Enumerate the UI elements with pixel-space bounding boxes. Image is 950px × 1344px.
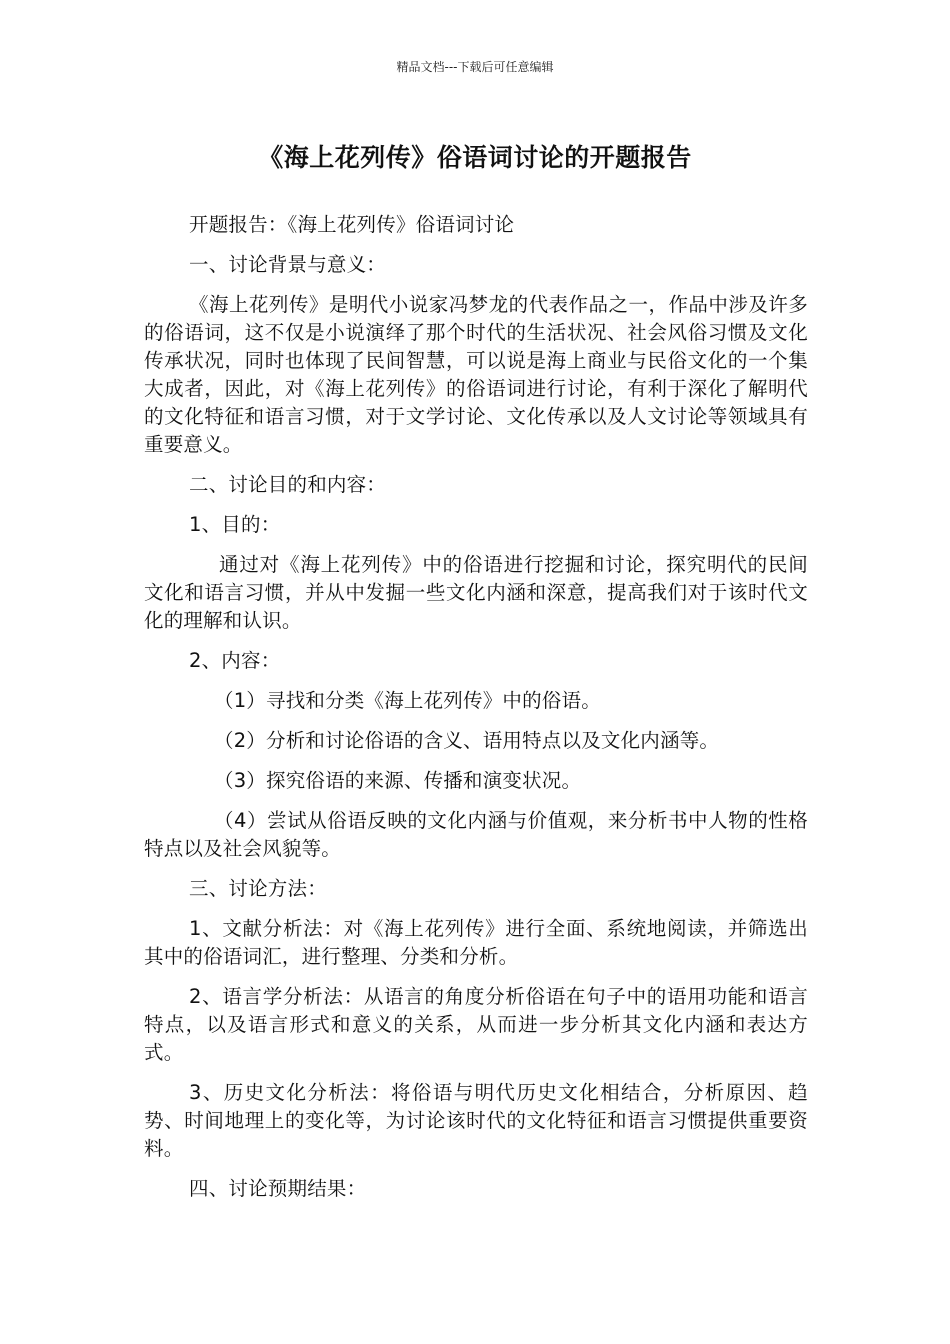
paragraph-report-title: 开题报告：《海上花列传》俗语词讨论 [189, 213, 515, 236]
paragraph-purpose: 通过对《海上花列传》中的俗语进行挖掘和讨论，探究明代的民间文化和语言习惯，并从中发掘一些文化内涵和深意，提高我们对于该时代文化的理解和认识。 [144, 553, 808, 632]
document-title: 《海上花列传》俗语词讨论的开题报告 [258, 143, 692, 172]
paragraph-method-literature: 1、文献分析法：对《海上花列传》进行全面、系统地阅读，并筛选出其中的俗语词汇，进行整理、分类和分析。 [144, 917, 808, 968]
list-item-content-3: （3）探究俗语的来源、传播和演变状况。 [214, 769, 582, 792]
section-heading-expected-results: 四、讨论预期结果： [189, 1177, 367, 1200]
section-heading-methods: 三、讨论方法： [189, 877, 327, 900]
subheading-content: 2、内容： [189, 649, 281, 672]
header-note: 精品文档---下载后可任意编辑 [396, 60, 554, 74]
list-item-content-1: （1）寻找和分类《海上花列传》中的俗语。 [214, 689, 601, 712]
subheading-purpose: 1、目的： [189, 513, 281, 536]
list-item-content-2: （2）分析和讨论俗语的含义、语用特点以及文化内涵等。 [214, 729, 720, 752]
document-body [144, 211, 808, 1215]
section-heading-background: 一、讨论背景与意义： [189, 253, 387, 276]
paragraph-background: 《海上花列传》是明代小说家冯梦龙的代表作品之一，作品中涉及许多的俗语词，这不仅是小说演绎了那个时代的生活状况、社会风俗习惯及文化传承状况，同时也体现了民间智慧，可以说是海上商业与民俗文化的一个集大成者，因此，对《海上花列传》的俗语词进行讨论，有利于深化了解明代的文化特征和语言习惯，对于文学讨论、文化传承以及人文讨论等领域具有重要意义。 [144, 293, 808, 456]
paragraph-method-linguistic: 2、语言学分析法：从语言的角度分析俗语在句子中的语用功能和语言特点，以及语言形式和意义的关系，从而进一步分析其文化内涵和表达方式。 [144, 985, 808, 1064]
paragraph-method-historical: 3、历史文化分析法：将俗语与明代历史文化相结合，分析原因、趋势、时间地理上的变化等，为讨论该时代的文化特征和语言习惯提供重要资料。 [144, 1081, 808, 1160]
section-heading-purpose-content: 二、讨论目的和内容： [189, 473, 387, 496]
list-item-content-4: （4）尝试从俗语反映的文化内涵与价值观，来分析书中人物的性格特点以及社会风貌等。 [144, 809, 808, 860]
